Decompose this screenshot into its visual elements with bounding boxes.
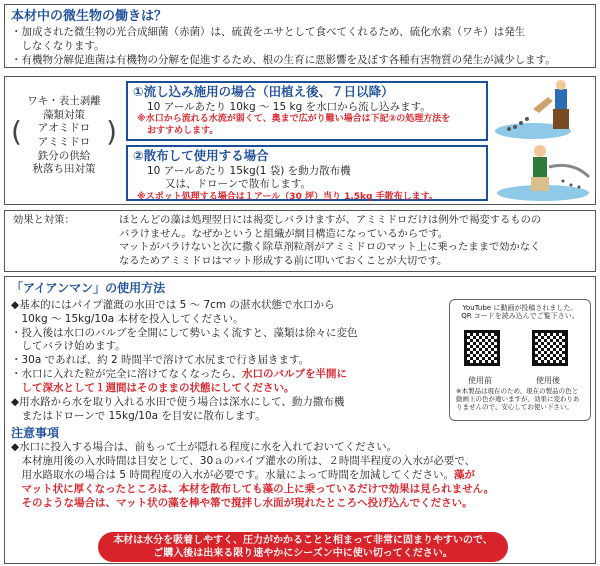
qr-label-before: 使用前	[468, 376, 492, 385]
caution-line: 本材施用後の入水時間は目安として、30ａのパイプ灌水の所は、２時間半程度の入水が必要で、	[11, 455, 476, 468]
effects-line: なるためアミミドロはマット形成する前に叩いておくことが大切です。	[119, 254, 448, 267]
method-pour-title: ①流し込み施用の場合（田植え後、７日以降）	[133, 84, 394, 99]
effects-section	[4, 210, 596, 272]
qr-heading: QR コードを読み込んでご覧下さい。	[461, 312, 579, 321]
usage-line: 10kg ～ 15kg/10a 本材を投入してください。	[11, 312, 244, 325]
method-spread-body: 10 アールあたり 15kg(1 袋) を動力散布機	[147, 164, 351, 177]
qr-code-after[interactable]	[532, 330, 568, 366]
usage-highlight: して深水として１週間はそのままの状態にしてください。	[11, 381, 295, 394]
usage-line: ◆基本的にはパイプ灌漑の水田では 5 ～ 7cm の湛水状態で水口から	[11, 298, 335, 311]
bracket-left: (	[11, 115, 22, 148]
caution-line: ◆水口に投入する場合は、前もって土が隠れる程度に水を入れておいてください。	[11, 441, 398, 454]
intro-title: 本材中の微生物の働きは？	[11, 9, 168, 24]
method-pour-warning: おすすめします。	[147, 126, 219, 137]
qr-label-after: 使用後	[536, 376, 560, 385]
usage-highlight: 水口のバルブを半開に	[242, 368, 347, 381]
effects-label: 効果と対策：	[13, 214, 75, 226]
target-list	[5, 77, 123, 204]
target-item: ワキ・表土剥離	[27, 95, 101, 107]
target-item: 秋落ち田対策	[32, 163, 96, 176]
farmer-spreading-illustration	[493, 143, 593, 203]
usage-text: ・水口に入れた粒が完全に溶けてなくなったら、	[11, 368, 242, 381]
method-pour-body: 10 アールあたり 10kg ～ 15 kg を水口から流し込みます。	[147, 100, 431, 113]
method-spread-title: ②散布して使用する場合	[133, 148, 269, 163]
storage-notice-banner	[98, 532, 508, 562]
notice-line: 本材は水分を吸着しやすく、圧力がかかることと相まって非常に固まりやすいので、	[113, 535, 493, 546]
target-item: 藻類対策	[43, 108, 85, 121]
caution-highlight: そのような場合は、マット状の藻を棒や箒で撹拌し水面が現れたところへ投げ込んでください。	[11, 496, 473, 509]
usage-line: ・投入後は水口のバルブを全開にして勢いよく流すと、藻類は徐々に変色	[11, 326, 358, 339]
qr-code-before[interactable]	[464, 330, 500, 366]
usage-line: またはドローンで 15kg/10a を目安に散布します。	[11, 409, 266, 422]
usage-title: 「アイアンマン」の使用方法	[11, 281, 166, 295]
intro-line: ・有機物分解促進菌は有機物の分解を促進するため、根の生育に悪影響を及ぼす各種有害物質の発生が減少します。	[11, 53, 556, 66]
usage-section	[4, 276, 596, 564]
caution-highlight: 藻が	[454, 469, 476, 482]
effects-line: バラけません。なぜかというと組織が網目構造になっているからです。	[119, 227, 449, 240]
target-item: 鉄分の供給	[37, 149, 91, 162]
methods-section	[4, 76, 596, 205]
method-spread-body: 又は、ドローンで散布します。	[165, 178, 311, 191]
bracket-right: )	[106, 115, 117, 148]
caution-title: 注意事項	[11, 425, 60, 440]
intro-line: しなくなります。	[11, 40, 105, 53]
usage-line: ◆用水路から水を取り入れる水田で使う場合は深水にして、動力撒布機	[11, 395, 345, 408]
method-spread-warning: ※スポット処理する場合は１アール（30 坪）当り 1.5kg 手散布します。	[137, 192, 438, 203]
intro-line: ・加成された微生物の光合成細菌（赤菌）は、硫黄をエサとして食べてくれるため、硫化水素（ワキ）は発生	[11, 26, 526, 39]
caution-highlight: マット状に厚くなったところは、本材を散布しても藻の上に乗っているだけで効果は見られません。	[11, 482, 495, 495]
effects-line: マットがバラけないと次に撒く除草剤粒剤がアミミドロのマット上に乗ったままで効かなく	[119, 241, 541, 254]
usage-line: してバラけ始めます。	[11, 340, 126, 353]
farmer-pouring-illustration	[493, 79, 593, 141]
usage-line: ・30a であれば、約 2 時間半で溶けて水尻まで行き届きます。	[11, 354, 310, 367]
qr-note: ※本製品は現在のため、現在の製品の色と動画上の色が違いますが、効果に変わりありませんので、安心してお使い下さい。	[456, 387, 580, 411]
qr-code-panel	[449, 299, 591, 421]
intro-section	[4, 4, 596, 68]
method-pour-warning: ※水口から流れる水流が弱くて、奥まで広がり難い場合は下記②の処理方法を	[137, 114, 451, 125]
qr-heading: YouTube に動画が投稿されました。	[462, 304, 578, 312]
target-item: アミミドロ	[37, 135, 91, 148]
method-spread	[126, 145, 488, 201]
method-pour	[126, 81, 488, 141]
effects-line: ほとんどの藻は処理翌日には褐変しバラけますが、アミミドロだけは例外で褐変するものの	[119, 214, 542, 226]
target-item: アオミドロ	[37, 122, 91, 135]
caution-line	[11, 469, 589, 483]
caution-text: 用水路取水の場合は 5 時間程度の入水が必要です。水量によって時間を加減してください。	[11, 469, 455, 482]
notice-line: ご購入後は出来る限り速やかにシーズン中に使い切ってください。	[153, 548, 453, 559]
